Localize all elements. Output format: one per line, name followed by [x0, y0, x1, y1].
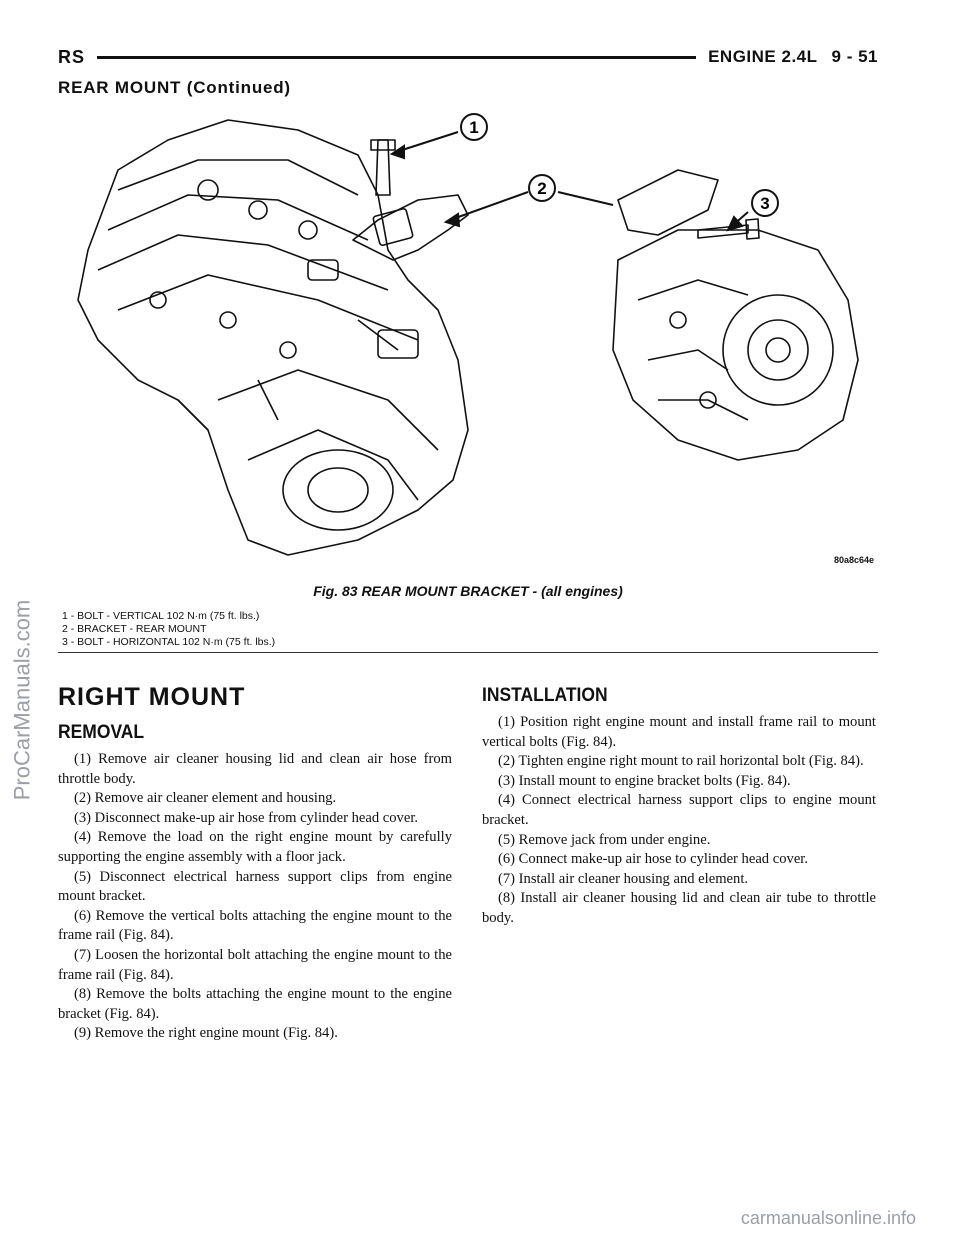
header-rule	[97, 56, 696, 59]
page-number: 9 - 51	[831, 47, 878, 66]
rear-mount-illustration	[58, 100, 878, 580]
removal-step: (7) Loosen the horizontal bolt attaching the engine mount to the frame rail (Fig. 84).	[58, 946, 452, 983]
footer-watermark: carmanualsonline.info	[740, 1208, 916, 1228]
installation-step: (6) Connect make-up air hose to cylinder head cover.	[498, 851, 809, 868]
removal-step: (6) Remove the vertical bolts attaching the engine mount to the frame rail (Fig. 84).	[58, 907, 452, 944]
legend-item: 3 - BOLT - HORIZONTAL 102 N·m (75 ft. lbs.)	[62, 636, 276, 648]
side-watermark-text: ProCarManuals.com	[9, 599, 35, 801]
left-column	[58, 682, 452, 1044]
installation-step: (1) Position right engine mount and install frame rail to mount vertical bolts (Fig. 84).	[482, 714, 876, 750]
vertical-bolt-drawing	[376, 140, 390, 195]
header-title: ENGINE 2.4L	[708, 47, 818, 66]
side-watermark	[2, 440, 42, 960]
section-continued-heading: REAR MOUNT (Continued)	[58, 78, 291, 97]
installation-step: (3) Install mount to engine bracket bolts (Fig. 84).	[498, 772, 791, 789]
installation-step: (2) Tighten engine right mount to rail horizontal bolt (Fig. 84).	[498, 753, 864, 770]
header-vehicle-code: RS	[58, 46, 86, 67]
removal-heading: REMOVAL	[58, 722, 145, 743]
removal-step: (9) Remove the right engine mount (Fig. 84).	[74, 1025, 338, 1042]
callout-3: 3	[760, 194, 770, 213]
figure-code: 80a8c64e	[834, 555, 875, 565]
removal-step: (4) Remove the load on the right engine mount by carefully supporting the engine assembly with a floor jack.	[58, 829, 452, 865]
installation-step: (7) Install air cleaner housing and element.	[498, 870, 749, 887]
legend-item: 2 - BRACKET - REAR MOUNT	[62, 623, 207, 635]
removal-step: (8) Remove the bolts attaching the engine mount to the engine bracket (Fig. 84).	[58, 986, 452, 1022]
right-mount-title: RIGHT MOUNT	[58, 683, 246, 711]
callout-1: 1	[469, 118, 479, 137]
figure-legend	[62, 610, 275, 649]
removal-step: (5) Disconnect electrical harness support clips from engine mount bracket.	[58, 868, 452, 905]
installation-step: (5) Remove jack from under engine.	[498, 831, 711, 848]
installation-step: (8) Install air cleaner housing lid and clean air tube to throttle body.	[482, 890, 876, 926]
installation-heading: INSTALLATION	[482, 685, 608, 706]
removal-step: (1) Remove air cleaner housing lid and clean air hose from throttle body.	[58, 751, 452, 787]
callout-2: 2	[537, 179, 547, 198]
legend-item: 1 - BOLT - VERTICAL 102 N·m (75 ft. lbs.)	[62, 610, 260, 622]
removal-step: (3) Disconnect make-up air hose from cylinder head cover.	[74, 809, 419, 826]
right-column	[482, 682, 876, 929]
removal-step: (2) Remove air cleaner element and housing.	[74, 790, 337, 807]
figure-caption: Fig. 83 REAR MOUNT BRACKET - (all engines)	[313, 583, 623, 599]
installation-step: (4) Connect electrical harness support clips to engine mount bracket.	[482, 792, 876, 828]
figure-divider	[58, 652, 878, 653]
transmission-drawing	[613, 230, 858, 460]
page-header	[58, 44, 878, 70]
